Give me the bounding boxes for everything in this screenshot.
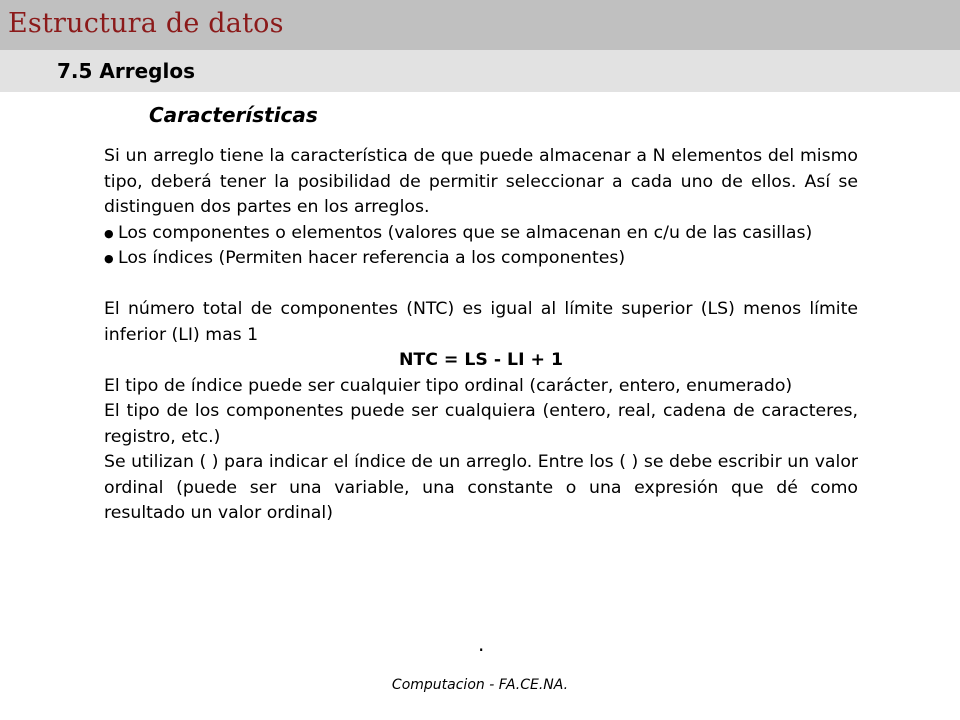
usage-paragraph: Se utilizan ( ) para indicar el índice de un arreglo. Entre los ( ) se debe escribir un valor ordinal (puede ser una variable, una constante o una expresión que dé como resultado un valor ordinal) bbox=[104, 452, 858, 523]
bullet-text: Los componentes o elementos (valores que se almacenan en c/u de las casillas) bbox=[118, 222, 813, 243]
ntc-formula: NTC = LS - LI + 1 bbox=[398, 350, 564, 370]
footer-text: Computacion - FA.CE.NA. bbox=[391, 677, 569, 693]
bullet-text: Los índices (Permiten hacer referencia a los componentes) bbox=[118, 248, 626, 268]
slide-title: Estructura de datos bbox=[8, 8, 284, 39]
index-type-paragraph: El tipo de índice puede ser cualquier tipo ordinal (carácter, entero, enumerado) bbox=[104, 375, 793, 396]
center-dot: . bbox=[478, 632, 485, 656]
bullet-icon: ● bbox=[104, 226, 114, 240]
component-type-paragraph: El tipo de los componentes puede ser cualquiera (entero, real, cadena de caracteres, registro, etc.) bbox=[104, 401, 858, 447]
bullet-item-components bbox=[104, 221, 858, 247]
section-title: 7.5 Arreglos bbox=[57, 59, 195, 83]
bullet-item-indexes bbox=[104, 246, 858, 272]
bullet-icon: ● bbox=[104, 252, 114, 265]
characteristics-heading: Características bbox=[149, 103, 318, 127]
ntc-paragraph: El número total de componentes (NTC) es igual al límite superior (LS) menos límite inferior (LI) mas 1 bbox=[104, 299, 858, 345]
intro-paragraph: Si un arreglo tiene la característica de que puede almacenar a N elementos del mismo tipo, deberá tener la posibilidad de permitir seleccionar a cada uno de ellos. Así se distinguen dos partes en los arreglos. bbox=[104, 146, 858, 217]
paragraph-spacer bbox=[104, 272, 858, 298]
body-text bbox=[104, 144, 858, 527]
